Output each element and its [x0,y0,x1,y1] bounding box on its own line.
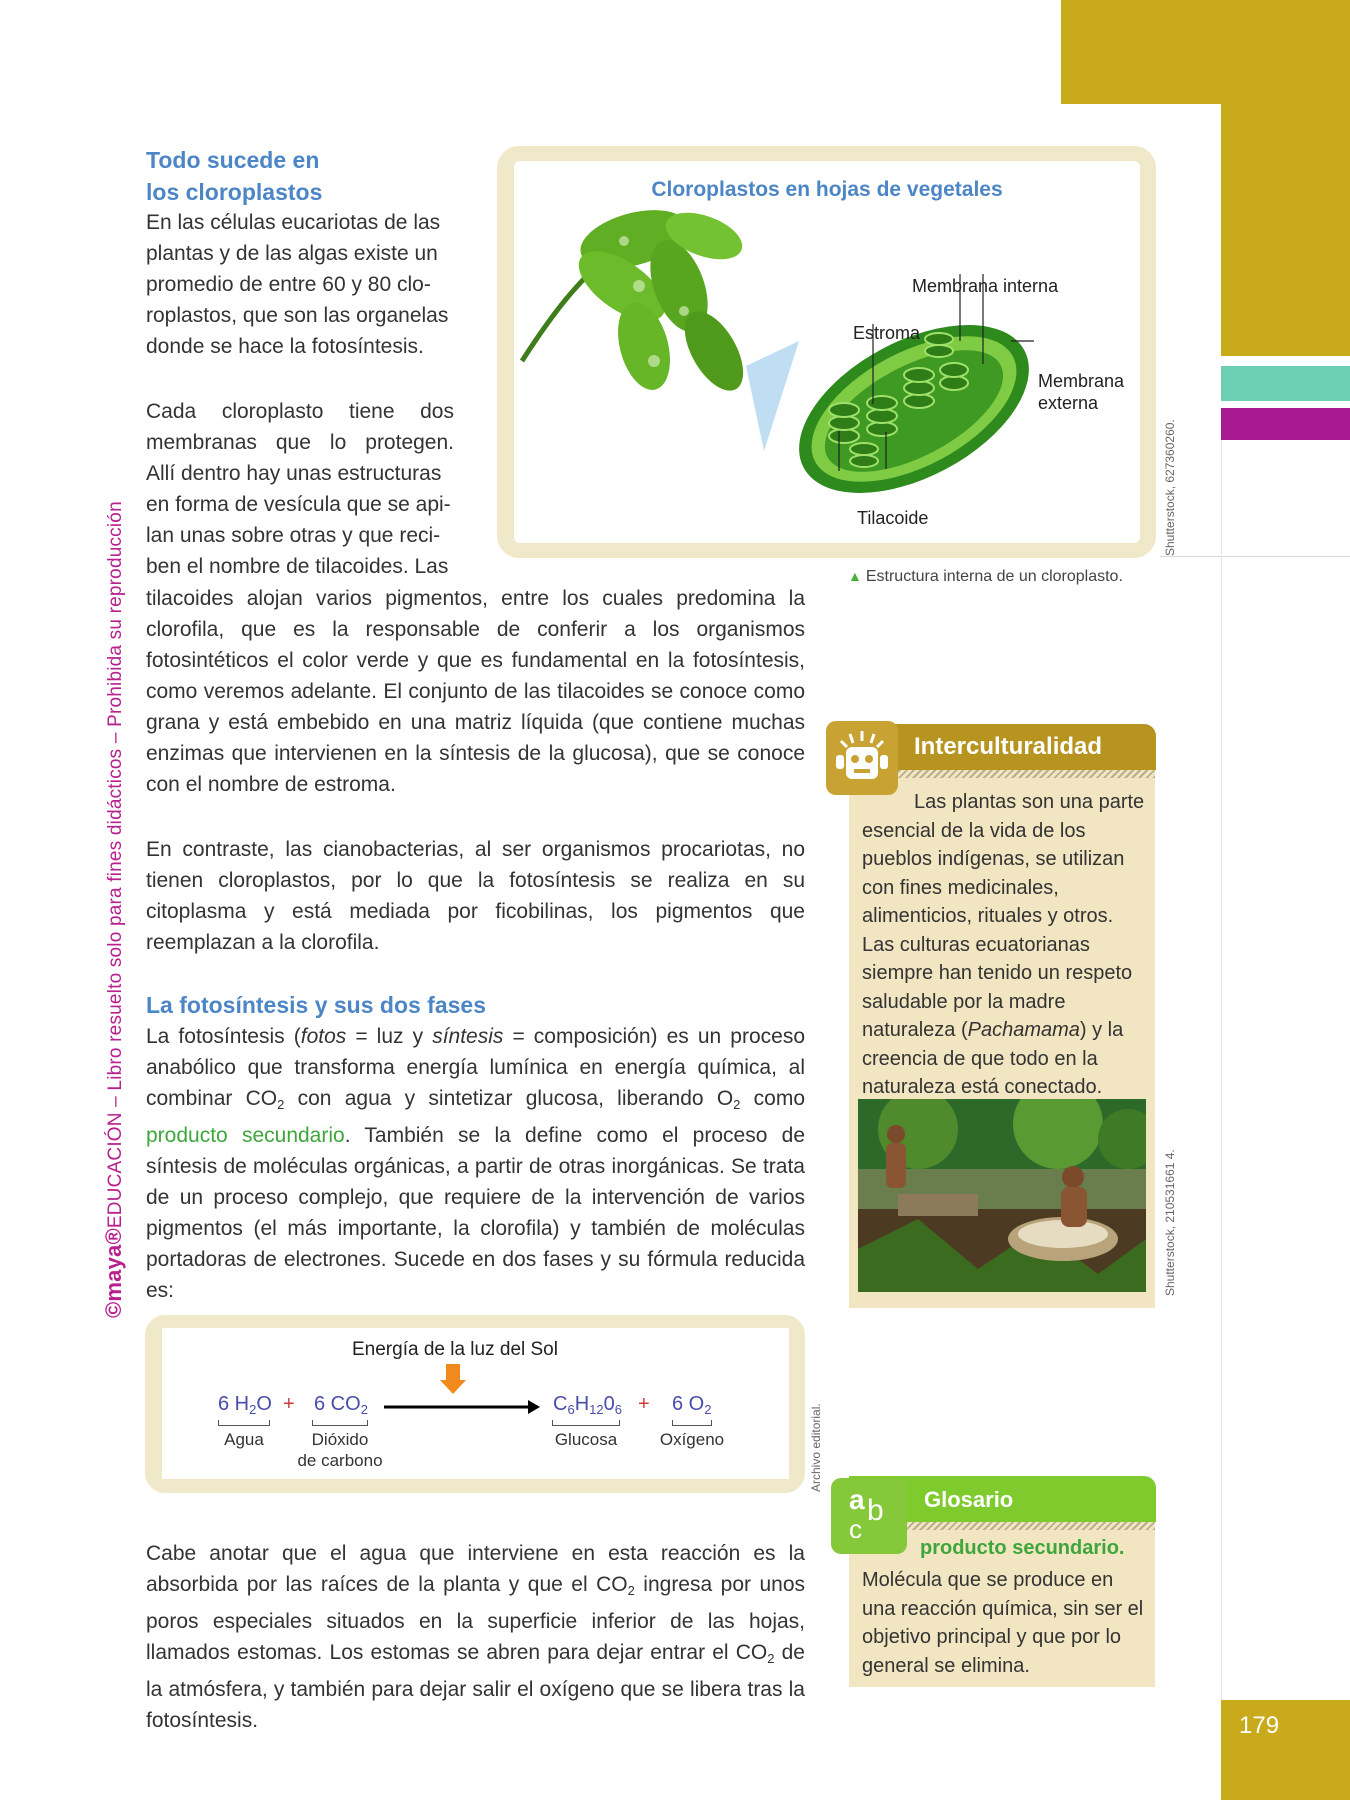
culture-mask-icon [826,721,898,795]
paragraph: tilacoides alojan varios pigmentos, entre los cuales predomina la clorofila, que es la responsable de conferir a los organismos fotosintéticos el color verde y que es fundamental en la fotosíntesis, como veremos adelante. El conjunto de las tilacoides se conoce como grana y está embebido en una matriz líquida (que contiene muchas enzimas que intervienen en la síntesis de la glucosa), que se conoce con el nombre de estroma. [146,587,805,796]
decor-bar-top [1061,0,1350,104]
glossary-abc-icon: a b c [831,1478,907,1554]
paragraph: La fotosíntesis (fotos = luz y síntesis = composición) es un proceso anabólico que transforma energía lumínica en energía química, al combinar $CO_2$ con agua y sintetizar glucosa, liberando $O_2$ como producto secundario. También se la define como el proceso de síntesis de moléculas orgánicas, a partir de otras inorgánicas. Se trata de un proceso complejo, que requiere de la intervención de varios pigmentos (el más importante, la clorofila) y también de moléculas portadoras de electrones. Sucede en dos fases y su fórmula reducida es: [146,1025,806,1302]
leaf-illustration [522,200,755,400]
formula-co2: 6 $CO_2$ [314,1393,368,1417]
page-number: 179 [1221,1700,1350,1800]
image-credit: Shutterstock, 210531661 4. [1163,1149,1177,1296]
figure-title: Cloroplastos en hojas de vegetales [651,178,1003,201]
interculturalidad-title: Interculturalidad [914,733,1103,760]
bracket [672,1420,712,1426]
formula-glucose: $C_6H_{12}0_6$ [553,1393,622,1417]
paragraph: En contraste, las cianobacterias, al ser organismos procariotas, no tienen cloroplastos, por lo que la fotosíntesis se realiza en su citoplasma y está mediada por ficobilinas, los pigmentos que reemplazan a la clorofila. [146,838,805,954]
label-tilacoide: Tilacoide [857,508,929,528]
label-oxigeno: Oxígeno [659,1430,725,1449]
indigenous-people-photo [858,1099,1146,1292]
label-dioxido: Dióxido de carbono [297,1430,383,1470]
decor-bar-teal [1221,366,1350,401]
zoom-cone [746,341,799,451]
glosario-title: Glosario [924,1487,1014,1512]
glossary-definition: Molécula que se produce en una reacción química, sin ser el objetivo principal y que por lo general se elimina. [862,1569,1144,1677]
image-credit: Archivo editorial. [809,1403,823,1492]
plus-sign: + [638,1393,650,1415]
plus-sign: + [283,1393,295,1415]
divider [1160,556,1350,557]
figure-caption: ▲ Estructura interna de un cloroplasto. [848,568,1123,585]
label-agua: Agua [224,1430,264,1449]
label-membrana-interna: Membrana interna [912,276,1059,296]
bracket [552,1420,620,1426]
bracket [218,1420,270,1426]
paragraph: Cabe anotar que el agua que interviene en esta reacción es la absorbida por las raíces de la planta y que el $CO_2$ ingresa por unos poros especiales situados en la superficie inferior de las hojas, llamados estomas. Los estomas se abren para dejar entrar el $CO_2$ de la atmósfera, y también para dejar salir el oxígeno que se libera tras la fotosíntesis. [146,1542,805,1732]
equation-title: Energía de la luz del Sol [352,1339,558,1360]
image-credit: Shutterstock, 627360260. [1163,419,1177,556]
glossary-link[interactable]: producto secundario [146,1124,345,1147]
formula-water: 6 $H_2O$ [218,1393,272,1417]
glossary-term: producto secundario. [920,1537,1125,1559]
reaction-arrow-line [382,1397,542,1417]
section-heading: Todo sucede en los cloroplastos [146,147,323,205]
label-glucosa: Glucosa [554,1430,618,1449]
paragraph: En las células eucariotas de las plantas y de las algas existe un promedio de entre 60 y 80 clo- roplastos, que son las organelas donde se hace la fotosíntesis. [146,211,449,358]
decor-bar-magenta [1221,408,1350,440]
bracket [312,1420,368,1426]
label-membrana-externa: Membrana externa [1038,371,1125,413]
paragraph: Cada cloroplasto tiene dos membranas que lo protegen. Allí dentro hay unas estructuras en forma de vesícula que se api- lan unas sobre otras y que reci- ben el nombre de tilacoides. Las [146,400,454,578]
reaction-arrow [376,1362,546,1402]
triangle-icon: ▲ [848,568,862,584]
formula-oxygen: 6 $O_2$ [672,1393,712,1417]
side-watermark: ©maya®EDUCACIÓN – Libro resuelto solo para fines didácticos – Prohibida su reproducción [101,501,126,1318]
interculturalidad-text: Las plantas son una parte esencial de la vida de los pueblos indígenas, se utilizan con fines medicinales, alimenticios, rituales y otros. Las culturas ecuatorianas siempre han tenido un respeto saludable por la madre naturaleza (Pachamama) y la creencia de que todo en la naturaleza está conectado. [862,791,1145,1098]
label-estroma: Estroma [853,323,921,343]
chloroplast-illustration [514,161,1140,543]
decor-bar-side [1221,104,1350,356]
sun-energy-arrow-icon [440,1364,466,1394]
divider [1221,440,1222,1700]
section-heading: La fotosíntesis y sus dos fases [146,992,487,1018]
